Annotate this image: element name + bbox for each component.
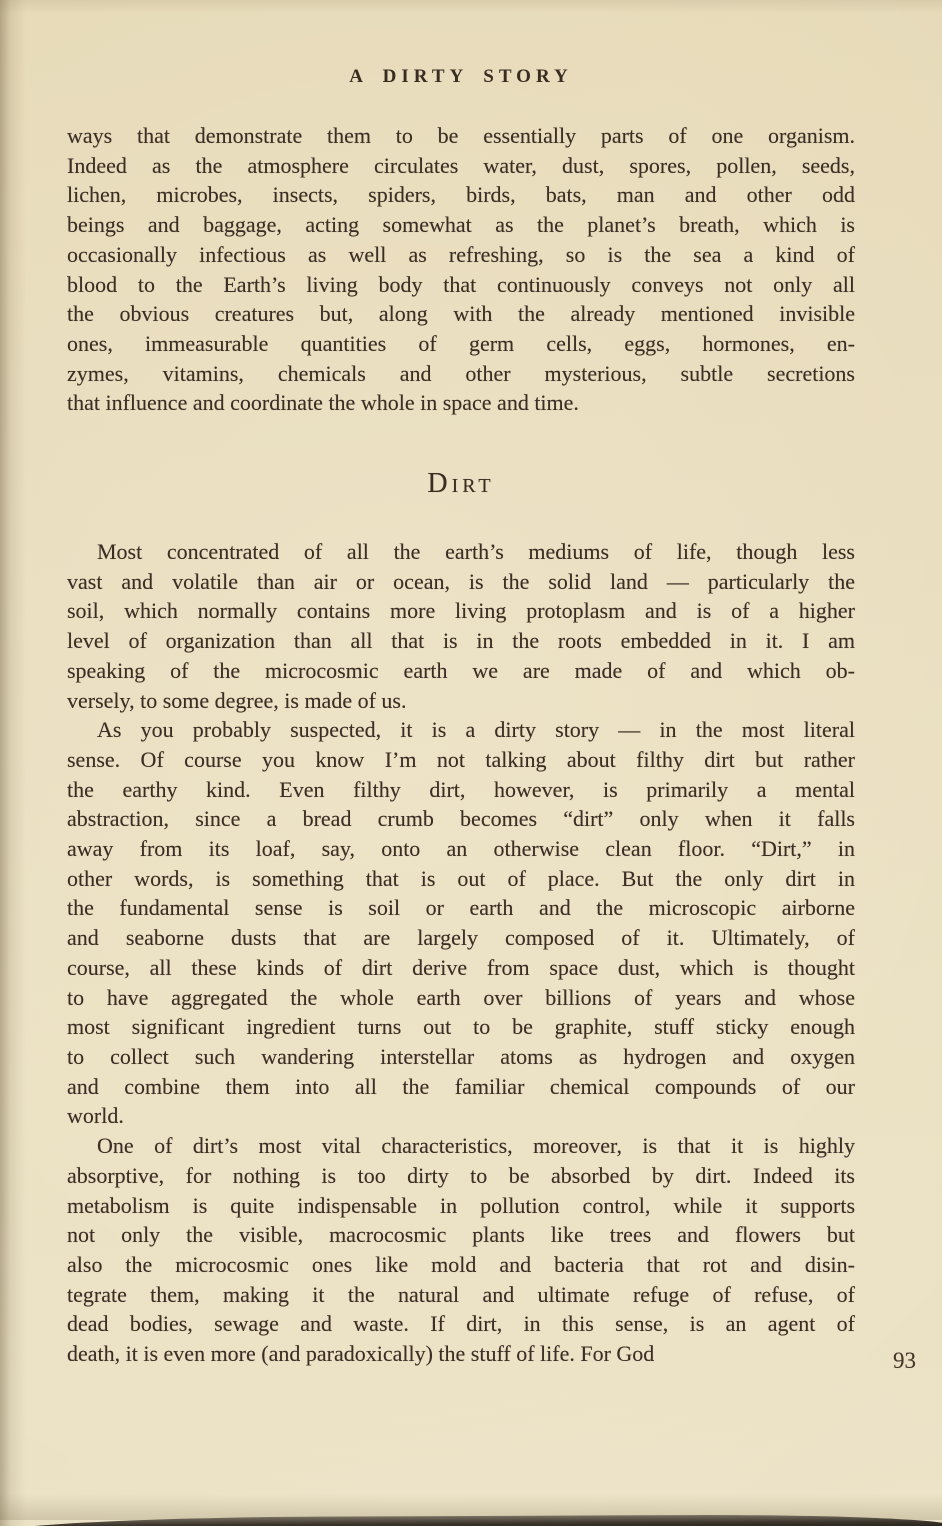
text-line: absorptive, for nothing is too dirty to be absorbed by dirt. Indeed its (67, 1162, 855, 1188)
text-line: beings and baggage, acting somewhat as the planet’s breath, which is (67, 212, 855, 238)
text-line: zymes, vitamins, chemicals and other mysterious, subtle secretions (67, 360, 855, 386)
text-line: the fundamental sense is soil or earth and the microscopic airborne (67, 895, 855, 921)
text-line: world. (67, 1103, 124, 1129)
page-binding-shadow (0, 0, 26, 1526)
text-line: most significant ingredient turns out to be graphite, stuff sticky enough (67, 1014, 855, 1040)
text-line: the earthy kind. Even filthy dirt, however, is primarily a mental (67, 776, 855, 802)
text-line: ones, immeasurable quantities of germ cells, eggs, hormones, en- (67, 330, 855, 356)
text-line: tegrate them, making it the natural and ultimate refuge of refuse, of (67, 1281, 855, 1307)
text-line: also the microcosmic ones like mold and bacteria that rot and disin- (67, 1251, 855, 1277)
text-line: away from its loaf, say, onto an otherwise clean floor. “Dirt,” in (67, 836, 855, 862)
text-line: not only the visible, macrocosmic plants like trees and flowers but (67, 1222, 855, 1248)
text-line: Most concentrated of all the earth’s mediums of life, though less (97, 539, 855, 565)
text-line: blood to the Earth’s living body that continuously conveys not only all (67, 271, 855, 297)
text-line: to have aggregated the whole earth over billions of years and whose (67, 984, 855, 1010)
text-line: dead bodies, sewage and waste. If dirt, in this sense, is an agent of (67, 1311, 855, 1337)
text-line: other words, is something that is out of place. But the only dirt in (67, 865, 855, 891)
text-line: and combine them into all the familiar chemical compounds of our (67, 1073, 855, 1099)
text-line: metabolism is quite indispensable in pollution control, while it supports (67, 1192, 855, 1218)
text-line: vast and volatile than air or ocean, is the solid land — particularly the (67, 568, 855, 594)
text-line: speaking of the microcosmic earth we are made of and which ob- (67, 657, 855, 683)
text-line: that influence and coordinate the whole in space and time. (67, 390, 579, 416)
text-line: lichen, microbes, insects, spiders, birds, bats, man and other odd (67, 182, 855, 208)
text-line: course, all these kinds of dirt derive from space dust, which is thought (67, 954, 855, 980)
text-line: abstraction, since a bread crumb becomes “dirt” only when it falls (67, 806, 855, 832)
section-heading: Dirt (427, 468, 495, 500)
page-number: 93 (893, 1348, 916, 1373)
text-line: and seaborne dusts that are largely composed of it. Ultimately, of (67, 925, 855, 951)
paragraph-continuation (67, 121, 855, 418)
text-line: ways that demonstrate them to be essentially parts of one organism. (67, 123, 855, 148)
text-block (67, 121, 855, 1369)
text-line: the obvious creatures but, along with the already mentioned invisible (67, 301, 855, 327)
text-line: soil, which normally contains more living protoplasm and is of a higher (67, 598, 855, 624)
page-bottom-shade (0, 1494, 942, 1520)
text-line: Indeed as the atmosphere circulates water, dust, spores, pollen, seeds, (67, 152, 855, 178)
text-line: occasionally infectious as well as refreshing, so is the sea a kind of (67, 241, 855, 267)
text-line: As you probably suspected, it is a dirty story — in the most literal (97, 717, 855, 743)
text-line: death, it is even more (and paradoxically) the stuff of life. For God (67, 1341, 655, 1367)
text-line: level of organization than all that is in the roots embedded in it. I am (67, 628, 855, 654)
paragraph (67, 1131, 855, 1369)
text-line: sense. Of course you know I’m not talking about filthy dirt but rather (67, 746, 855, 772)
paragraph (67, 715, 855, 1131)
running-head: A DIRTY STORY (349, 66, 573, 87)
paragraph (67, 537, 855, 715)
page-top-shadow (0, 0, 942, 14)
text-line: to collect such wandering interstellar atoms as hydrogen and oxygen (67, 1043, 855, 1069)
text-line: One of dirt’s most vital characteristics, moreover, is that it is highly (97, 1133, 855, 1159)
text-line: versely, to some degree, is made of us. (67, 687, 407, 713)
page-bottom-edge (0, 1514, 942, 1526)
